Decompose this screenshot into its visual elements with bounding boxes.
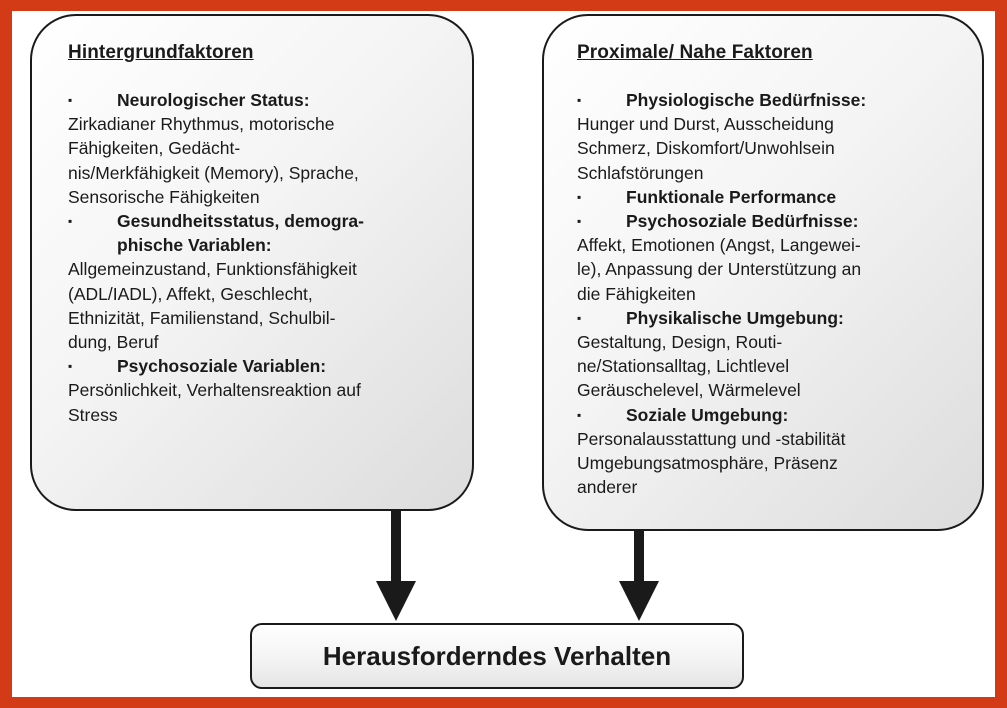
bullet-icon: ▪ [68, 214, 73, 229]
section-heading-line: Soziale Umgebung: [626, 404, 789, 425]
section-text-line: Fähigkeiten, Gedächt- [68, 138, 241, 159]
section-text-line: Allgemeinzustand, Funktionsfähigkeit [68, 259, 357, 280]
bullet-icon: ▪ [577, 310, 582, 325]
section-heading-line: Funktionale Performance [626, 186, 837, 207]
section-text-line: Schlafstörungen [577, 162, 704, 183]
section-text-line: die Fähigkeiten [577, 283, 696, 304]
challenging-behavior-box [250, 623, 744, 689]
section-text-line: le), Anpassung der Unterstützung an [577, 259, 862, 280]
section-heading [68, 209, 472, 257]
section-text-line: Affekt, Emotionen (Angst, Langewei- [577, 235, 861, 256]
background-factors-list [68, 88, 472, 427]
section-heading-text [626, 403, 788, 427]
bullet-icon: ▪ [68, 93, 73, 107]
section-heading-line: phische Variablen: [117, 235, 272, 256]
section-heading [577, 306, 982, 330]
section-text-line: Zirkadianer Rhythmus, motorische [68, 114, 335, 135]
section-text-line: ne/Stationsalltag, Lichtlevel [577, 356, 790, 377]
proximal-factors-title: Proximale/ Nahe Faktoren [577, 42, 813, 63]
section-heading-line: Gesundheitsstatus, demogra- [117, 211, 364, 232]
bullet-icon: ▪ [68, 359, 73, 374]
section-heading-line: Neurologischer Status: [117, 90, 310, 110]
background-factors-title: Hintergrundfaktoren [68, 42, 254, 63]
arrow-left [376, 511, 416, 623]
section-heading [68, 354, 472, 378]
bullet-icon: ▪ [577, 407, 582, 422]
section-text-line: anderer [577, 477, 638, 498]
section-text-line: Persönlichkeit, Verhaltensreaktion auf [68, 380, 361, 401]
section-heading-text [626, 209, 858, 233]
section-heading [577, 88, 982, 112]
section-text-line: Personalausstattung und -stabilität [577, 428, 846, 449]
proximal-factors-box [542, 14, 984, 531]
section-heading [577, 185, 982, 209]
section-heading-text [117, 88, 310, 112]
section-text-line: Geräuschelevel, Wärmelevel [577, 380, 801, 401]
proximal-factors-list [577, 88, 982, 499]
section-heading [577, 209, 982, 233]
section-heading-line: Physikalische Umgebung: [626, 307, 844, 328]
bullet-icon: ▪ [577, 189, 582, 204]
arrow-right [619, 531, 659, 623]
bullet-icon: ▪ [577, 93, 582, 107]
section-text-line: (ADL/IADL), Affekt, Geschlecht, [68, 283, 313, 304]
background-factors-box [30, 14, 474, 511]
section-heading-line: Psychosoziale Bedürfnisse: [626, 211, 859, 232]
section-text-line: Sensorische Fähigkeiten [68, 186, 260, 207]
section-text-line: Umgebungsatmosphäre, Präsenz [577, 453, 838, 474]
section-text-line: dung, Beruf [68, 332, 159, 353]
section-text-line: Hunger und Durst, Ausscheidung [577, 114, 834, 135]
section-text-line: nis/Merkfähigkeit (Memory), Sprache, [68, 162, 359, 183]
section-heading-text [626, 306, 844, 330]
bullet-icon: ▪ [577, 214, 582, 229]
section-heading [577, 403, 982, 427]
section-heading-text [626, 185, 836, 209]
section-text-line: Gestaltung, Design, Routi- [577, 332, 783, 353]
section-heading-text [117, 209, 364, 257]
section-heading-line: Physiologische Bedürfnisse: [626, 90, 867, 110]
section-text-line: Schmerz, Diskomfort/Unwohlsein [577, 138, 835, 159]
section-heading-text [117, 354, 326, 378]
section-text-line: Ethnizität, Familienstand, Schulbil- [68, 307, 336, 328]
diagram-frame [12, 11, 995, 697]
section-heading-line: Psychosoziale Variablen: [117, 356, 327, 377]
section-text-line: Stress [68, 404, 118, 425]
section-heading [68, 88, 472, 112]
section-heading-text [626, 88, 866, 112]
challenging-behavior-label: Herausforderndes Verhalten [322, 640, 672, 671]
